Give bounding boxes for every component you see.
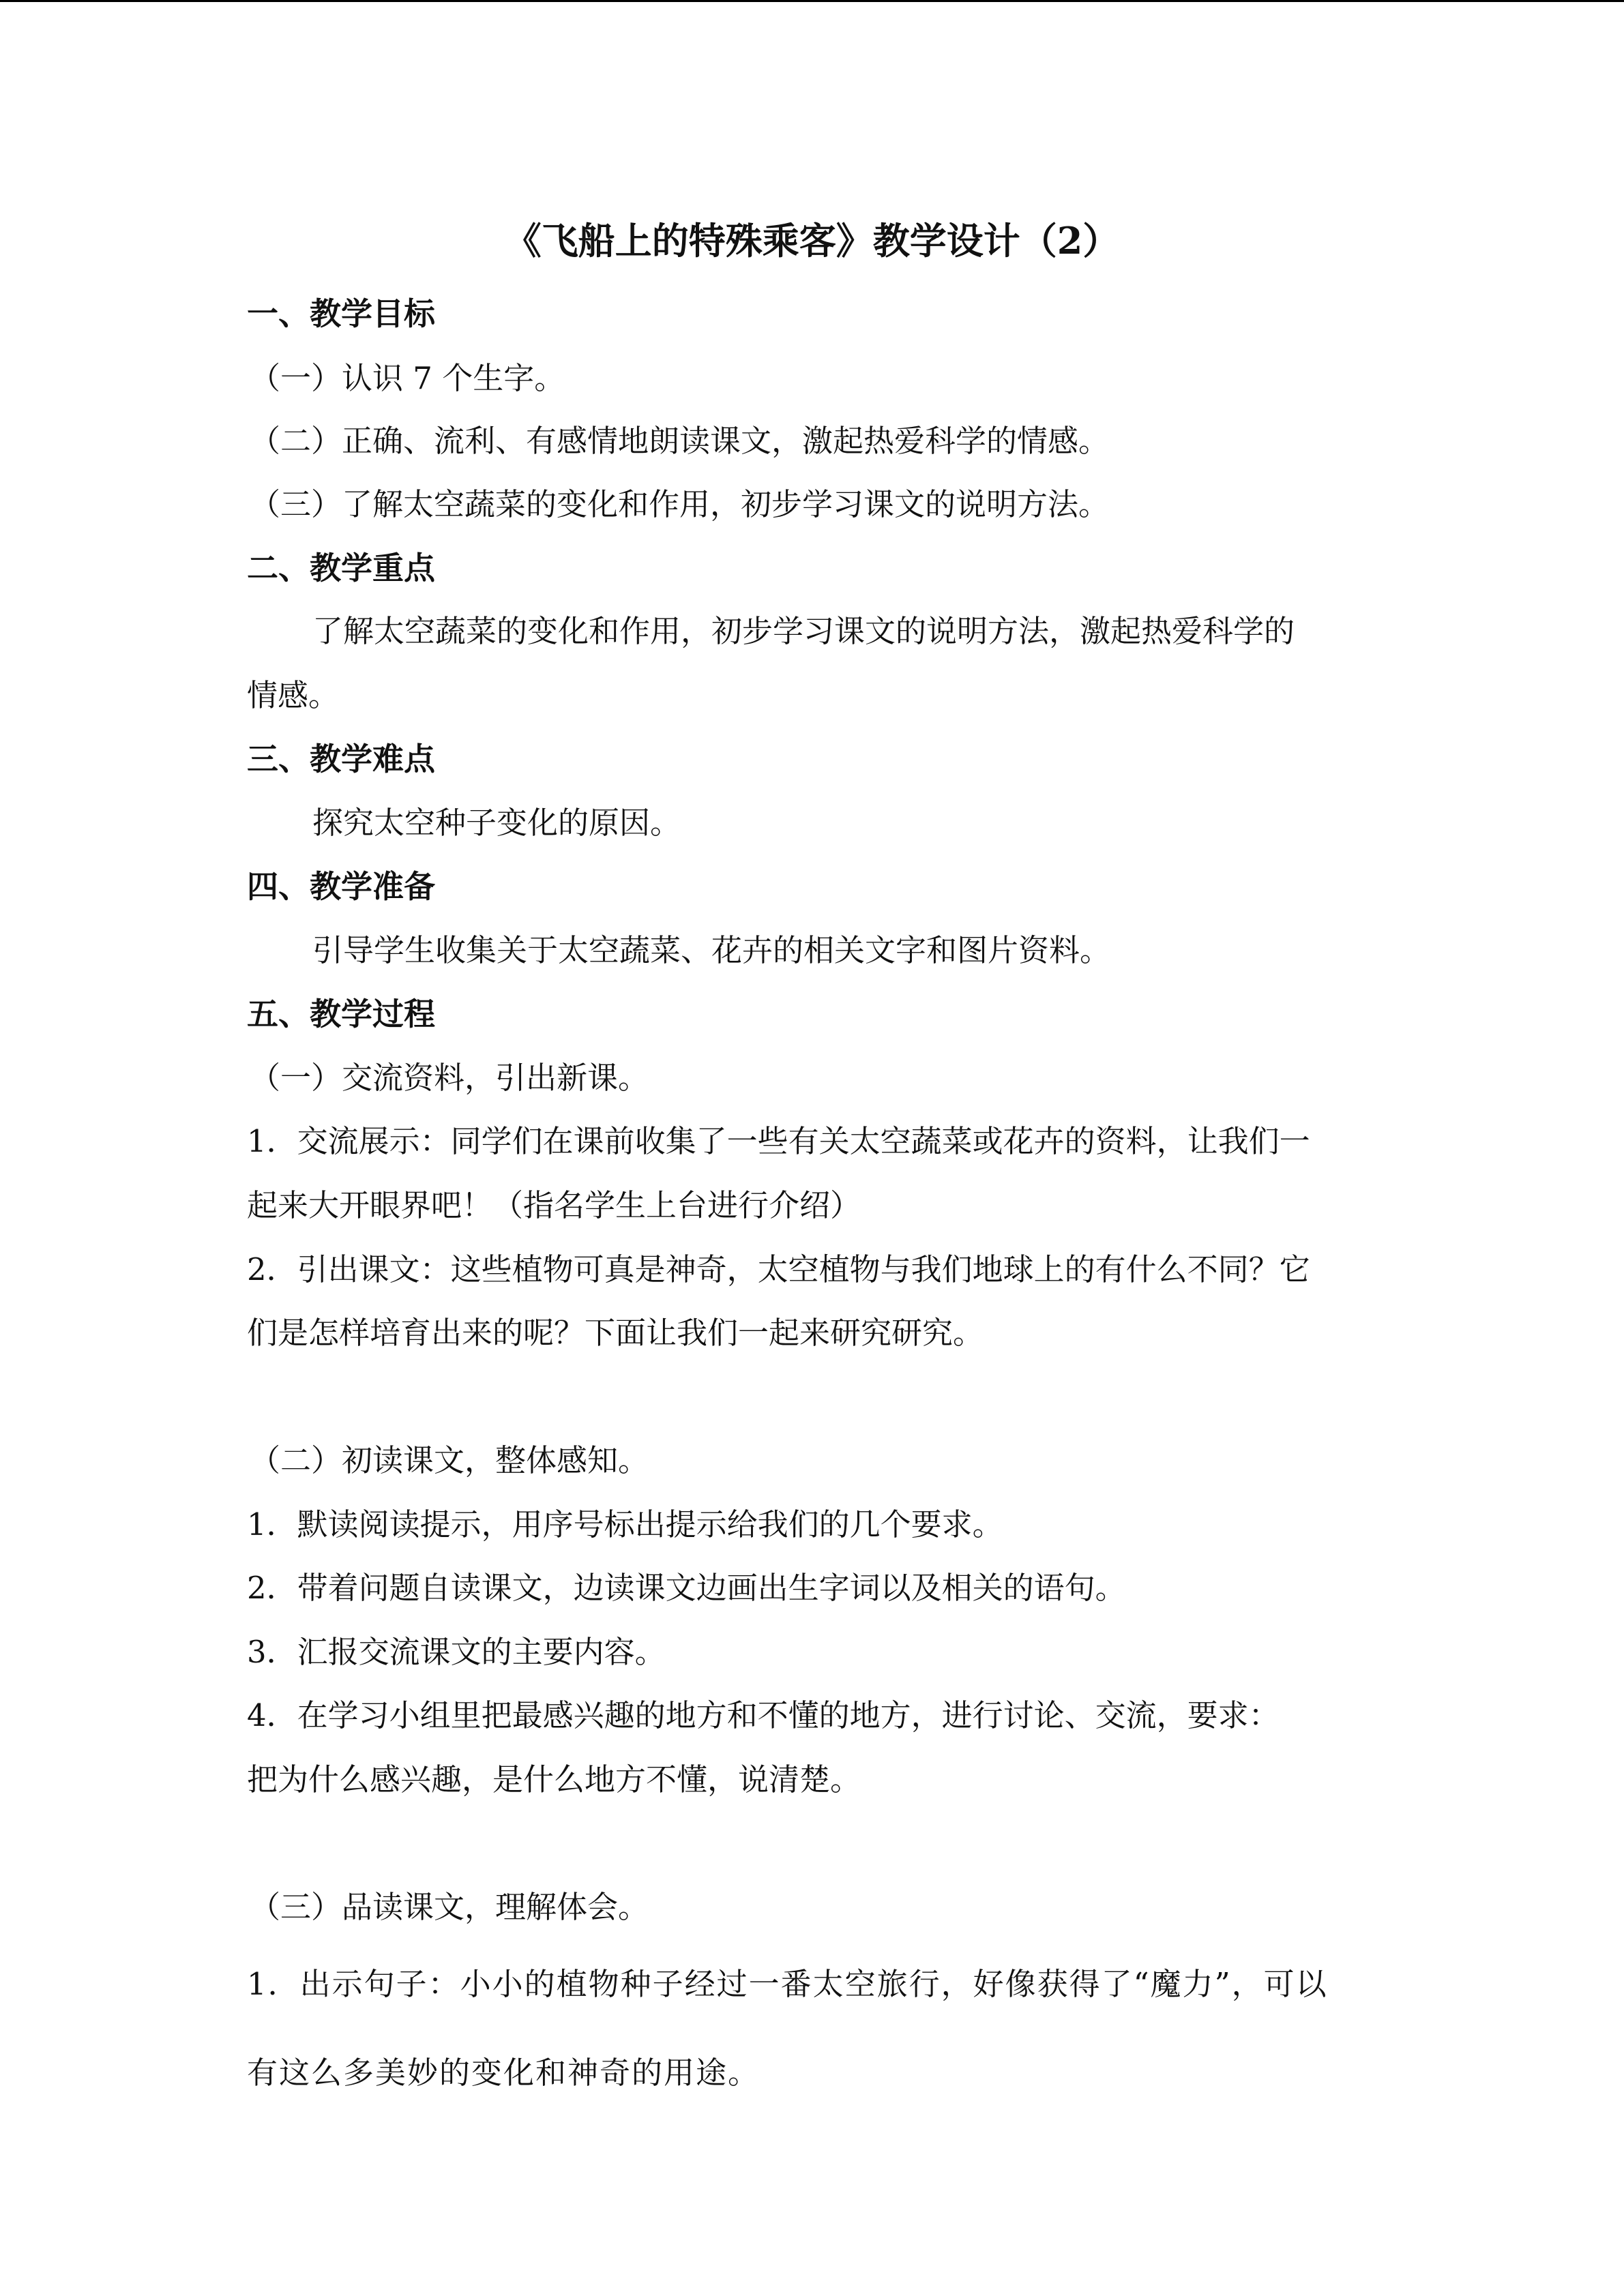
process-part-3-heading: （三）品读课文，理解体会。 bbox=[250, 1889, 649, 1925]
process-part-2-item-4-line-2: 把为什么感兴趣，是什么地方不懂，说清楚。 bbox=[247, 1761, 861, 1798]
process-part-2-item-1: 1．默读阅读提示，用序号标出提示给我们的几个要求。 bbox=[247, 1506, 1003, 1542]
process-part-1-item-1-line-2: 起来大开眼界吧！（指名学生上台进行介绍） bbox=[247, 1187, 861, 1223]
process-part-3-item-1-line-1: 1．出示句子：小小的植物种子经过一番太空旅行，好像获得了“魔力”，可以 bbox=[247, 1966, 1328, 2002]
goal-item-1: （一）认识 7 个生字。 bbox=[250, 360, 565, 396]
document-title: 《飞船上的特殊乘客》教学设计（2） bbox=[504, 219, 1120, 263]
section-heading-process: 五、教学过程 bbox=[247, 996, 435, 1032]
goal-item-2: （二）正确、流利、有感情地朗读课文，激起热爱科学的情感。 bbox=[250, 423, 1110, 459]
section-heading-key-points: 二、教学重点 bbox=[247, 550, 435, 586]
process-part-2-item-2: 2．带着问题自读课文，边读课文边画出生字词以及相关的语句。 bbox=[247, 1570, 1126, 1606]
difficulties-text: 探究太空种子变化的原因。 bbox=[312, 805, 681, 841]
process-part-1-item-2-line-1: 2．引出课文：这些植物可真是神奇，太空植物与我们地球上的有什么不同？它 bbox=[247, 1251, 1310, 1287]
preparation-text: 引导学生收集关于太空蔬菜、花卉的相关文字和图片资料。 bbox=[312, 932, 1111, 968]
process-part-1-heading: （一）交流资料，引出新课。 bbox=[250, 1060, 649, 1096]
section-heading-preparation: 四、教学准备 bbox=[247, 868, 435, 905]
process-part-2-item-4-line-1: 4．在学习小组里把最感兴趣的地方和不懂的地方，进行讨论、交流，要求： bbox=[247, 1697, 1280, 1733]
process-part-2-heading: （二）初读课文，整体感知。 bbox=[250, 1442, 649, 1478]
section-heading-goals: 一、教学目标 bbox=[247, 295, 435, 332]
key-points-line-1: 了解太空蔬菜的变化和作用，初步学习课文的说明方法，激起热爱科学的 bbox=[312, 613, 1295, 649]
process-part-1-item-1-line-1: 1．交流展示：同学们在课前收集了一些有关太空蔬菜或花卉的资料，让我们一 bbox=[247, 1123, 1310, 1159]
goal-item-3: （三）了解太空蔬菜的变化和作用，初步学习课文的说明方法。 bbox=[250, 486, 1110, 522]
section-heading-difficulties: 三、教学难点 bbox=[247, 741, 435, 777]
key-points-line-2: 情感。 bbox=[247, 677, 340, 713]
process-part-2-item-3: 3．汇报交流课文的主要内容。 bbox=[247, 1634, 666, 1670]
process-part-1-item-2-line-2: 们是怎样培育出来的呢？下面让我们一起来研究研究。 bbox=[247, 1315, 984, 1351]
process-part-3-item-1-line-2: 有这么多美妙的变化和神奇的用途。 bbox=[247, 2055, 761, 2091]
